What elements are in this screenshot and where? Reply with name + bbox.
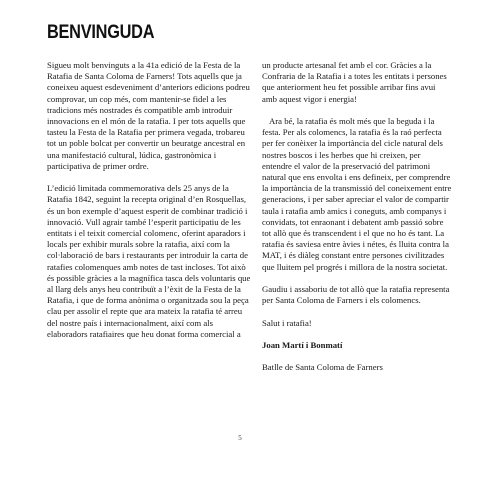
signature-name: Joan Martí i Bonmatí	[262, 340, 343, 351]
paragraph-meaning: Ara bé, la ratafia és molt més que la beguda i la festa. Per als colomencs, la ratafia és la raó perfecta per fer conèixer la importància del cicle natural dels nostres boscos i les herbes que hi creixen, per entendre el valor de la preservació del patrimoni natural que ens envolta i ens defineix, per comprendre la importància de la transmissió del coneixement entre generacions, i per saber apreciar el valor de compartir taula i ratafia amb amics i coneguts, amb companys i convidats, tot enraonant i debatent amb passió sobre tot allò que és transcendent i el que no ho és tant. La ratafia és saviesa entre àvies i nétes, és lluita contra la MAT, i és diàleg constant entre persones civilitzades que lluitem pel progrés i millora de la nostra societat.	[262, 116, 452, 272]
signature-role: Batlle de Santa Coloma de Farners	[262, 362, 383, 373]
right-column	[262, 60, 452, 385]
paragraph-toast: Salut i ratafia!	[262, 317, 312, 328]
paragraph-enjoy: Gaudiu i assaboriu de tot allò que la ratafia representa per Santa Coloma de Farners i els colomencs.	[262, 284, 450, 306]
paragraph-intro: Sigueu molt benvinguts a la 41a edició de la Festa de la Ratafia de Santa Coloma de Farners! Tots aquells que ja coneixeu aquest esdeveniment d’anteriors edicions podreu comprovar, un cop més, com mantenir-se fidel a les tradicions més nostrades és compatible amb introduir innovacions en el món de la ratafia. I per tots aquells que tasteu la Festa de la Ratafia per primera vegada, trobareu tot un poble bolcat per convertir un beuratge ancestral en una manifestació cultural, lúdica, gastronòmica i participativa de primer ordre.	[47, 60, 250, 171]
paragraph-thanks: un producte artesanal fet amb el cor. Gràcies a la Confraria de la Ratafia i a totes les entitats i persones que anteriorment heu fet possible arribar fins avui amb aquest vigor i energia!	[262, 60, 447, 104]
paragraph-edition: L’edició limitada commemorativa dels 25 anys de la Ratafia 1842, seguint la recepta original d’en Rosquellas, és un bon exemple d’aquest esperit de combinar tradició i innovació. Vull agrair també l’esperit participatiu de les entitats i el teixit comercial colomenc, oferint aparadors i locals per exhibir murals sobre la ratafia, així com la col·laboració de bars i restaurants per introduir la carta de ratafies colomenques amb notes de tast incloses. Tot això és possible gràcies a la magnífica tasca dels voluntaris que al llarg dels anys heu contribuït a l’èxit de la Festa de la Ratafia, i que de forma anònima o organitzada sou la peça clau per assolir el repte que ara mateix la ratafia té arreu del nostre país i internacionalment, així com als elaboradors ratafiaires que heu donat forma comercial a	[47, 183, 251, 339]
page-title: BENVINGUDA	[47, 22, 155, 43]
page-number: 5	[238, 434, 242, 442]
left-column	[47, 60, 253, 340]
